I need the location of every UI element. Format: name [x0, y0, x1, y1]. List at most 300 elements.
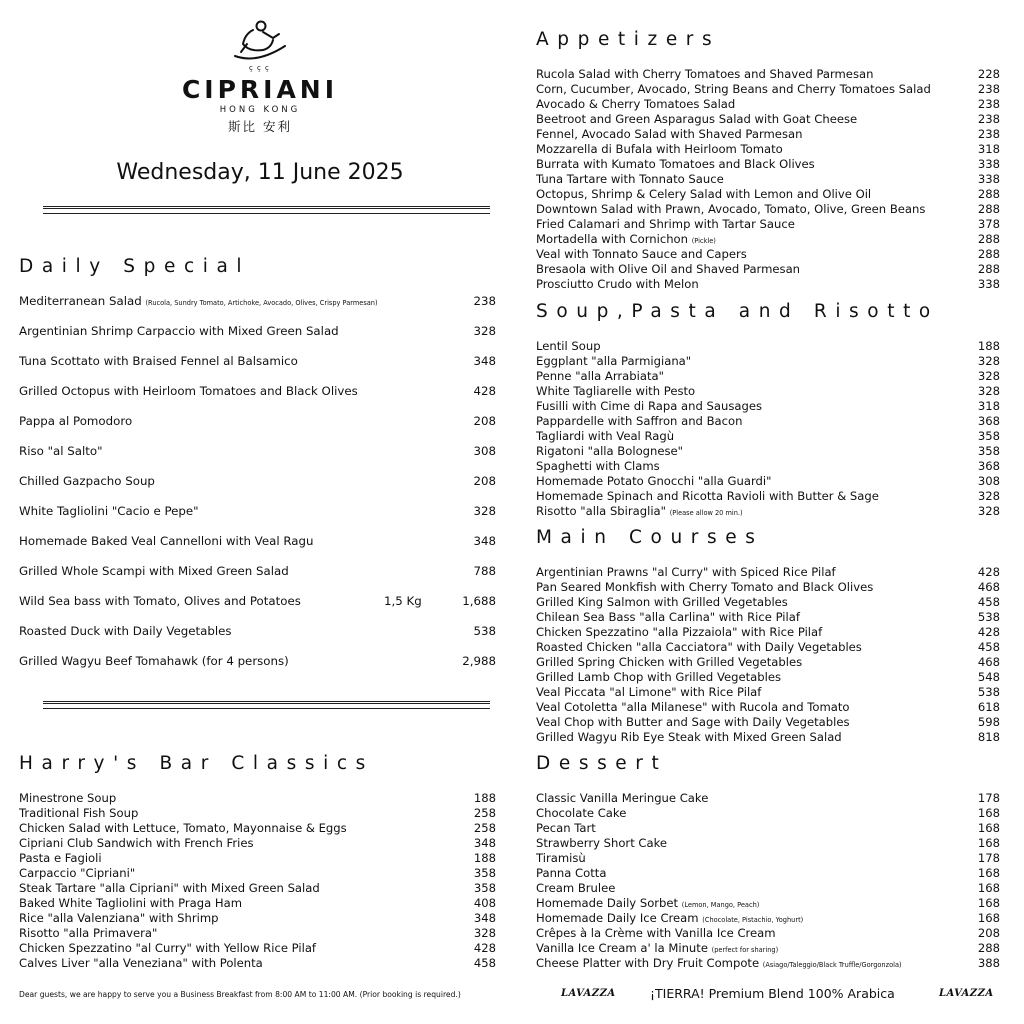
- menu-item-name: [536, 67, 873, 82]
- menu-item-name: [536, 730, 842, 745]
- menu-item-label: Chicken Spezzatino "alla Pizzaiola" with Rice Pilaf: [536, 625, 823, 639]
- menu-item-price: 328: [977, 354, 1000, 368]
- menu-item: [19, 896, 496, 911]
- menu-item-name: [536, 715, 850, 730]
- menu-item-name: [536, 700, 850, 715]
- menu-item-name: [19, 496, 199, 526]
- menu-item-price: 228: [977, 67, 1000, 81]
- menu-item-price: 358: [977, 429, 1000, 443]
- menu-item: [536, 821, 1000, 836]
- menu-item-price: 538: [473, 624, 496, 638]
- menu-item-name: [19, 866, 135, 881]
- menu-item-price: 348: [473, 534, 496, 548]
- menu-item-name: [536, 187, 871, 202]
- menu-item-price: 188: [977, 339, 1000, 353]
- menu-item-price: 238: [977, 82, 1000, 96]
- menu-item-name: [19, 806, 138, 821]
- menu-item-label: Pappardelle with Saffron and Bacon: [536, 414, 743, 428]
- menu-item-name: [536, 142, 783, 157]
- menu-item-label: Beetroot and Green Asparagus Salad with Goat Cheese: [536, 112, 858, 126]
- menu-item-price: 368: [977, 459, 1000, 473]
- menu-item-price: 318: [977, 142, 1000, 156]
- menu-item-label: Homemade Spinach and Ricotta Ravioli with Butter & Sage: [536, 489, 879, 503]
- menu-item-name: [19, 466, 155, 496]
- menu-item-name: [536, 956, 902, 973]
- menu-item: [536, 444, 1000, 459]
- menu-item-label: Fennel, Avocado Salad with Shaved Parmesan: [536, 127, 803, 141]
- menu-item-price: 328: [977, 504, 1000, 518]
- menu-item-label: Traditional Fish Soup: [19, 806, 139, 820]
- menu-item: [536, 625, 1000, 640]
- menu-item: [19, 926, 496, 941]
- menu-item-price: 288: [977, 202, 1000, 216]
- menu-item-label: Argentinian Prawns "al Curry" with Spiced Rice Pilaf: [536, 565, 836, 579]
- dessert-list: [536, 791, 1000, 971]
- menu-item-label: Fried Calamari and Shrimp with Tartar Sauce: [536, 217, 795, 231]
- menu-item-label: Chilean Sea Bass "alla Carlina" with Rice Pilaf: [536, 610, 800, 624]
- menu-item-price: 188: [473, 851, 496, 865]
- menu-item-label: Lentil Soup: [536, 339, 601, 353]
- menu-item-price: 168: [977, 896, 1000, 910]
- menu-item-label: Tuna Tartare with Tonnato Sauce: [536, 172, 724, 186]
- menu-item: [19, 526, 496, 556]
- menu-item-label: Homemade Daily Sorbet: [536, 896, 679, 910]
- menu-item-label: Pappa al Pomodoro: [19, 414, 133, 428]
- menu-item-name: [536, 277, 699, 292]
- menu-item: [536, 354, 1000, 369]
- appetizers-list: [536, 67, 1000, 292]
- menu-item-label: Downtown Salad with Prawn, Avocado, Tomato, Olive, Green Beans: [536, 202, 926, 216]
- menu-item-label: Riso "al Salto": [19, 444, 103, 458]
- menu-item-price: 428: [977, 625, 1000, 639]
- menu-item-name: [19, 526, 313, 556]
- menu-item: [536, 806, 1000, 821]
- menu-item-label: Veal Piccata "al Limone" with Rice Pilaf: [536, 685, 762, 699]
- menu-item-name: [536, 262, 800, 277]
- menu-item-price: 618: [977, 700, 1000, 714]
- menu-item-price: 378: [977, 217, 1000, 231]
- menu-item-price: 328: [977, 489, 1000, 503]
- menu-item-label: Mozzarella di Bufala with Heirloom Tomato: [536, 142, 783, 156]
- menu-item-name: [19, 956, 263, 971]
- menu-item-name: [19, 436, 103, 466]
- menu-item: [536, 504, 1000, 519]
- menu-item-name: [536, 202, 925, 217]
- menu-item-label: Classic Vanilla Meringue Cake: [536, 791, 709, 805]
- menu-item-name: [536, 866, 606, 881]
- menu-item-price: 288: [977, 247, 1000, 261]
- section-title-dessert: Dessert: [536, 753, 668, 774]
- menu-item-label: Homemade Daily Ice Cream: [536, 911, 699, 925]
- menu-item-label: Chocolate Cake: [536, 806, 627, 820]
- menu-item-price: 428: [473, 941, 496, 955]
- menu-item-price: 208: [977, 926, 1000, 940]
- menu-item-price: 348: [473, 911, 496, 925]
- menu-item-price: 1,688: [462, 594, 496, 608]
- menu-item-name: [536, 670, 781, 685]
- brand-block: [0, 18, 520, 185]
- menu-item: [536, 247, 1000, 262]
- menu-item-price: 548: [977, 670, 1000, 684]
- menu-item-name: [536, 836, 667, 851]
- menu-item-price: 468: [977, 580, 1000, 594]
- menu-item: [19, 851, 496, 866]
- menu-item-price: 238: [977, 112, 1000, 126]
- menu-item-price: 358: [473, 866, 496, 880]
- menu-item: [19, 791, 496, 806]
- menu-item-name: [536, 172, 724, 187]
- menu-item-label: Steak Tartare "alla Cipriani" with Mixed Green Salad: [19, 881, 320, 895]
- menu-item: [536, 595, 1000, 610]
- menu-item-label: Risotto "alla Primavera": [19, 926, 158, 940]
- menu-item: [536, 866, 1000, 881]
- menu-item: [536, 187, 1000, 202]
- menu-item-price: 258: [473, 806, 496, 820]
- menu-item-price: 788: [473, 564, 496, 578]
- menu-item-price: 2,988: [462, 654, 496, 668]
- menu-item-name: [19, 821, 347, 836]
- menu-item: [536, 217, 1000, 232]
- menu-item-price: 178: [977, 851, 1000, 865]
- menu-item: [536, 142, 1000, 157]
- business-breakfast-note: Dear guests, we are happy to serve you a Business Breakfast from 8:00 AM to 11:00 AM. (Prior booking is required.): [19, 990, 461, 999]
- menu-item-name: [19, 941, 316, 956]
- menu-item-label: Grilled Spring Chicken with Grilled Vegetables: [536, 655, 803, 669]
- menu-item: [536, 369, 1000, 384]
- soup-pasta-list: [536, 339, 1000, 519]
- menu-item: [19, 806, 496, 821]
- menu-item-name: [536, 791, 708, 806]
- menu-item: [536, 700, 1000, 715]
- menu-item-price: 538: [977, 685, 1000, 699]
- menu-item-note: (perfect for sharing): [711, 946, 779, 954]
- menu-item-label: Grilled Wagyu Beef Tomahawk (for 4 persons): [19, 654, 289, 668]
- menu-item-name: [536, 369, 664, 384]
- menu-item-name: [19, 286, 378, 318]
- menu-item: [536, 414, 1000, 429]
- menu-item-price: 238: [977, 97, 1000, 111]
- menu-item-price: 348: [473, 836, 496, 850]
- menu-item-label: Grilled Whole Scampi with Mixed Green Salad: [19, 564, 289, 578]
- menu-item-label: Homemade Baked Veal Cannelloni with Veal Ragu: [19, 534, 314, 548]
- menu-item-name: [536, 685, 761, 700]
- menu-item: [536, 791, 1000, 806]
- menu-item-label: Grilled Octopus with Heirloom Tomatoes and Black Olives: [19, 384, 358, 398]
- menu-item-name: [536, 489, 879, 504]
- menu-item: [19, 496, 496, 526]
- menu-item-label: Grilled Wagyu Rib Eye Steak with Mixed Green Salad: [536, 730, 842, 744]
- menu-item-name: [536, 565, 836, 580]
- menu-item-price: 388: [977, 956, 1000, 970]
- menu-item-size: 1,5 Kg: [384, 594, 422, 608]
- menu-item-label: Mortadella with Cornichon: [536, 232, 689, 246]
- section-title-main-courses: Main Courses: [536, 527, 764, 548]
- menu-item-label: Cipriani Club Sandwich with French Fries: [19, 836, 254, 850]
- brand-city: HONG KONG: [219, 105, 301, 115]
- menu-item-name: [536, 504, 743, 521]
- svg-text:ç: ç: [265, 64, 269, 72]
- menu-item-price: 288: [977, 232, 1000, 246]
- menu-item-label: Calves Liver "alla Veneziana" with Polenta: [19, 956, 263, 970]
- menu-item-label: Wild Sea bass with Tomato, Olives and Potatoes: [19, 594, 301, 608]
- section-title-soup-pasta-risotto: Soup,Pasta and Risotto: [536, 301, 939, 322]
- menu-item-label: Fusilli with Cime di Rapa and Sausages: [536, 399, 763, 413]
- menu-item: [19, 911, 496, 926]
- menu-item-name: [19, 376, 358, 406]
- menu-item-name: [536, 429, 674, 444]
- menu-item-name: [536, 82, 931, 97]
- menu-item-label: Octopus, Shrimp & Celery Salad with Lemon and Olive Oil: [536, 187, 872, 201]
- menu-item-name: [19, 896, 242, 911]
- menu-item-label: Burrata with Kumato Tomatoes and Black Olives: [536, 157, 815, 171]
- menu-item-label: Prosciutto Crudo with Melon: [536, 277, 699, 291]
- menu-item-price: 328: [977, 384, 1000, 398]
- menu-item: [19, 286, 496, 316]
- menu-item-name: [19, 911, 219, 926]
- menu-item: [536, 836, 1000, 851]
- menu-item-label: Mediterranean Salad: [19, 294, 142, 308]
- menu-item-label: Chicken Spezzatino "al Curry" with Yellow Rice Pilaf: [19, 941, 317, 955]
- menu-item-price: 338: [977, 172, 1000, 186]
- menu-item-label: Argentinian Shrimp Carpaccio with Mixed Green Salad: [19, 324, 339, 338]
- menu-item-name: [536, 821, 596, 836]
- menu-item-name: [536, 640, 862, 655]
- menu-item: [536, 610, 1000, 625]
- main-courses-list: [536, 565, 1000, 745]
- menu-item-label: Rucola Salad with Cherry Tomatoes and Shaved Parmesan: [536, 67, 874, 81]
- menu-item-name: [536, 881, 615, 896]
- menu-item-label: Roasted Duck with Daily Vegetables: [19, 624, 232, 638]
- menu-item: [536, 157, 1000, 172]
- menu-item-name: [536, 354, 691, 369]
- menu-item: [536, 97, 1000, 112]
- menu-item: [536, 232, 1000, 247]
- menu-item: [19, 941, 496, 956]
- menu-item: [536, 655, 1000, 670]
- menu-item: [536, 881, 1000, 896]
- menu-item-name: [536, 851, 586, 866]
- menu-item-label: Spaghetti with Clams: [536, 459, 660, 473]
- menu-item: [536, 911, 1000, 926]
- menu-item: [536, 685, 1000, 700]
- menu-item-label: Risotto "alla Sbiraglia": [536, 504, 666, 518]
- menu-item-name: [19, 406, 132, 436]
- menu-item-label: Tuna Scottato with Braised Fennel al Balsamico: [19, 354, 298, 368]
- menu-item: [536, 82, 1000, 97]
- menu-item-name: [19, 791, 116, 806]
- menu-item-label: Veal Chop with Butter and Sage with Daily Vegetables: [536, 715, 850, 729]
- menu-item-label: Cheese Platter with Dry Fruit Compote: [536, 956, 760, 970]
- menu-item-price: 348: [473, 354, 496, 368]
- menu-item-name: [19, 586, 301, 616]
- menu-item-name: [536, 384, 695, 399]
- menu-item-price: 168: [977, 821, 1000, 835]
- divider-rule-bottom: [43, 701, 490, 709]
- menu-item-price: 328: [473, 926, 496, 940]
- menu-item-price: 328: [473, 324, 496, 338]
- menu-item-price: 238: [977, 127, 1000, 141]
- menu-item-price: 168: [977, 911, 1000, 925]
- menu-item-price: 258: [473, 821, 496, 835]
- menu-item: [536, 277, 1000, 292]
- menu-item: [536, 384, 1000, 399]
- menu-item: [19, 956, 496, 971]
- lavazza-logo-left: LAVAZZA: [561, 988, 616, 999]
- menu-item-note: (Chocolate, Pistachio, Yoghurt): [702, 916, 804, 924]
- menu-item-name: [19, 346, 298, 376]
- menu-item-price: 288: [977, 262, 1000, 276]
- menu-item-label: Strawberry Short Cake: [536, 836, 668, 850]
- menu-item-label: White Tagliarelle with Pesto: [536, 384, 696, 398]
- menu-item: [536, 339, 1000, 354]
- menu-item-price: 188: [473, 791, 496, 805]
- menu-item-note: (Lemon, Mango, Peach): [681, 901, 760, 909]
- menu-item: [19, 616, 496, 646]
- menu-item: [536, 429, 1000, 444]
- menu-item-price: 208: [473, 414, 496, 428]
- menu-item: [536, 640, 1000, 655]
- menu-item-label: Baked White Tagliolini with Praga Ham: [19, 896, 242, 910]
- menu-item-name: [536, 806, 626, 821]
- menu-item-name: [536, 655, 802, 670]
- menu-item-note: (Asiago/Taleggio/Black Truffle/Gorgonzola): [762, 961, 902, 969]
- menu-item-label: Corn, Cucumber, Avocado, String Beans and Cherry Tomatoes Salad: [536, 82, 931, 96]
- menu-item-price: 538: [977, 610, 1000, 624]
- menu-item: [536, 580, 1000, 595]
- svg-text:ç: ç: [257, 64, 261, 72]
- section-title-appetizers: Appetizers: [536, 29, 721, 50]
- menu-item: [536, 67, 1000, 82]
- menu-item-label: Crêpes à la Crème with Vanilla Ice Cream: [536, 926, 776, 940]
- menu-item-label: Rigatoni "alla Bolognese": [536, 444, 684, 458]
- menu-item-price: 168: [977, 836, 1000, 850]
- menu-item: [19, 436, 496, 466]
- menu-item-label: White Tagliolini "Cacio e Pepe": [19, 504, 199, 518]
- menu-item: [536, 670, 1000, 685]
- menu-item-note: (Pickle): [691, 237, 716, 245]
- menu-item: [536, 172, 1000, 187]
- menu-item-name: [536, 625, 822, 640]
- menu-item: [536, 565, 1000, 580]
- menu-item: [19, 866, 496, 881]
- menu-item-name: [536, 580, 873, 595]
- menu-item-note: (Please allow 20 min.): [669, 509, 743, 517]
- menu-item-price: 328: [473, 504, 496, 518]
- menu-item-name: [19, 316, 339, 346]
- menu-item: [536, 489, 1000, 504]
- menu-item-name: [536, 97, 735, 112]
- menu-item: [19, 821, 496, 836]
- menu-item-price: 168: [977, 806, 1000, 820]
- menu-item: [536, 459, 1000, 474]
- section-title-harrys-bar: Harry's Bar Classics: [19, 753, 374, 774]
- menu-item: [19, 556, 496, 586]
- menu-item-name: [536, 610, 800, 625]
- menu-item-name: [19, 646, 289, 676]
- section-title-daily-special: Daily Special: [19, 256, 251, 277]
- menu-item-price: 358: [977, 444, 1000, 458]
- menu-item-label: Penne "alla Arrabiata": [536, 369, 664, 383]
- menu-item-label: Eggplant "alla Parmigiana": [536, 354, 692, 368]
- menu-item-price: 178: [977, 791, 1000, 805]
- menu-item-label: Veal with Tonnato Sauce and Capers: [536, 247, 747, 261]
- menu-item-label: Cream Brulee: [536, 881, 616, 895]
- menu-item-note: (Rucola, Sundry Tomato, Artichoke, Avocado, Olives, Crispy Parmesan): [145, 299, 378, 307]
- menu-item-label: Avocado & Cherry Tomatoes Salad: [536, 97, 736, 111]
- daily-special-list: [19, 286, 496, 676]
- menu-date: Wednesday, 11 June 2025: [116, 160, 404, 185]
- menu-item-name: [536, 474, 771, 489]
- harrys-bar-list: [19, 791, 496, 971]
- menu-item-label: Pecan Tart: [536, 821, 596, 835]
- brand-name: CIPRIANI: [181, 75, 339, 104]
- menu-item: [19, 881, 496, 896]
- menu-item-name: [536, 217, 795, 232]
- menu-item-name: [536, 247, 747, 262]
- menu-item-name: [536, 157, 815, 172]
- menu-item-label: Chicken Salad with Lettuce, Tomato, Mayonnaise & Eggs: [19, 821, 347, 835]
- menu-item: [536, 399, 1000, 414]
- menu-item-price: 368: [977, 414, 1000, 428]
- menu-item: [19, 836, 496, 851]
- menu-item-price: 428: [473, 384, 496, 398]
- menu-item-price: 288: [977, 187, 1000, 201]
- menu-item-name: [536, 339, 601, 354]
- menu-item-price: 358: [473, 881, 496, 895]
- menu-item: [19, 316, 496, 346]
- menu-item-price: 328: [977, 369, 1000, 383]
- menu-item: [536, 956, 1000, 971]
- menu-item-name: [19, 851, 102, 866]
- menu-item-name: [19, 926, 157, 941]
- menu-item: [19, 406, 496, 436]
- svg-text:ç: ç: [249, 64, 253, 72]
- menu-item-price: 308: [977, 474, 1000, 488]
- menu-item-price: 428: [977, 565, 1000, 579]
- menu-item-label: Panna Cotta: [536, 866, 607, 880]
- menu-item-name: [19, 616, 232, 646]
- menu-item-price: 458: [473, 956, 496, 970]
- brand-chinese-name: 斯比 安利: [228, 119, 292, 134]
- menu-item-label: Roasted Chicken "alla Cacciatora" with Daily Vegetables: [536, 640, 862, 654]
- menu-item-price: 458: [977, 640, 1000, 654]
- menu-item-price: 238: [473, 294, 496, 308]
- menu-item: [536, 262, 1000, 277]
- menu-item-label: Rice "alla Valenziana" with Shrimp: [19, 911, 219, 925]
- menu-item-price: 598: [977, 715, 1000, 729]
- menu-item-label: Minestrone Soup: [19, 791, 117, 805]
- menu-item: [19, 586, 496, 616]
- menu-item: [19, 376, 496, 406]
- menu-item-name: [536, 112, 857, 127]
- menu-item: [536, 926, 1000, 941]
- menu-item-name: [536, 459, 660, 474]
- menu-item-name: [536, 414, 742, 429]
- menu-item-price: 408: [473, 896, 496, 910]
- menu-item-price: 458: [977, 595, 1000, 609]
- menu-item: [536, 715, 1000, 730]
- menu-item: [19, 646, 496, 676]
- menu-item-label: Veal Cotoletta "alla Milanese" with Rucola and Tomato: [536, 700, 850, 714]
- menu-item: [536, 127, 1000, 142]
- menu-item-price: 468: [977, 655, 1000, 669]
- menu-item-price: 168: [977, 866, 1000, 880]
- gondola-figure-icon: [225, 18, 295, 74]
- menu-item-name: [536, 595, 788, 610]
- menu-item-name: [19, 836, 254, 851]
- menu-item-name: [536, 926, 776, 941]
- menu-item: [536, 112, 1000, 127]
